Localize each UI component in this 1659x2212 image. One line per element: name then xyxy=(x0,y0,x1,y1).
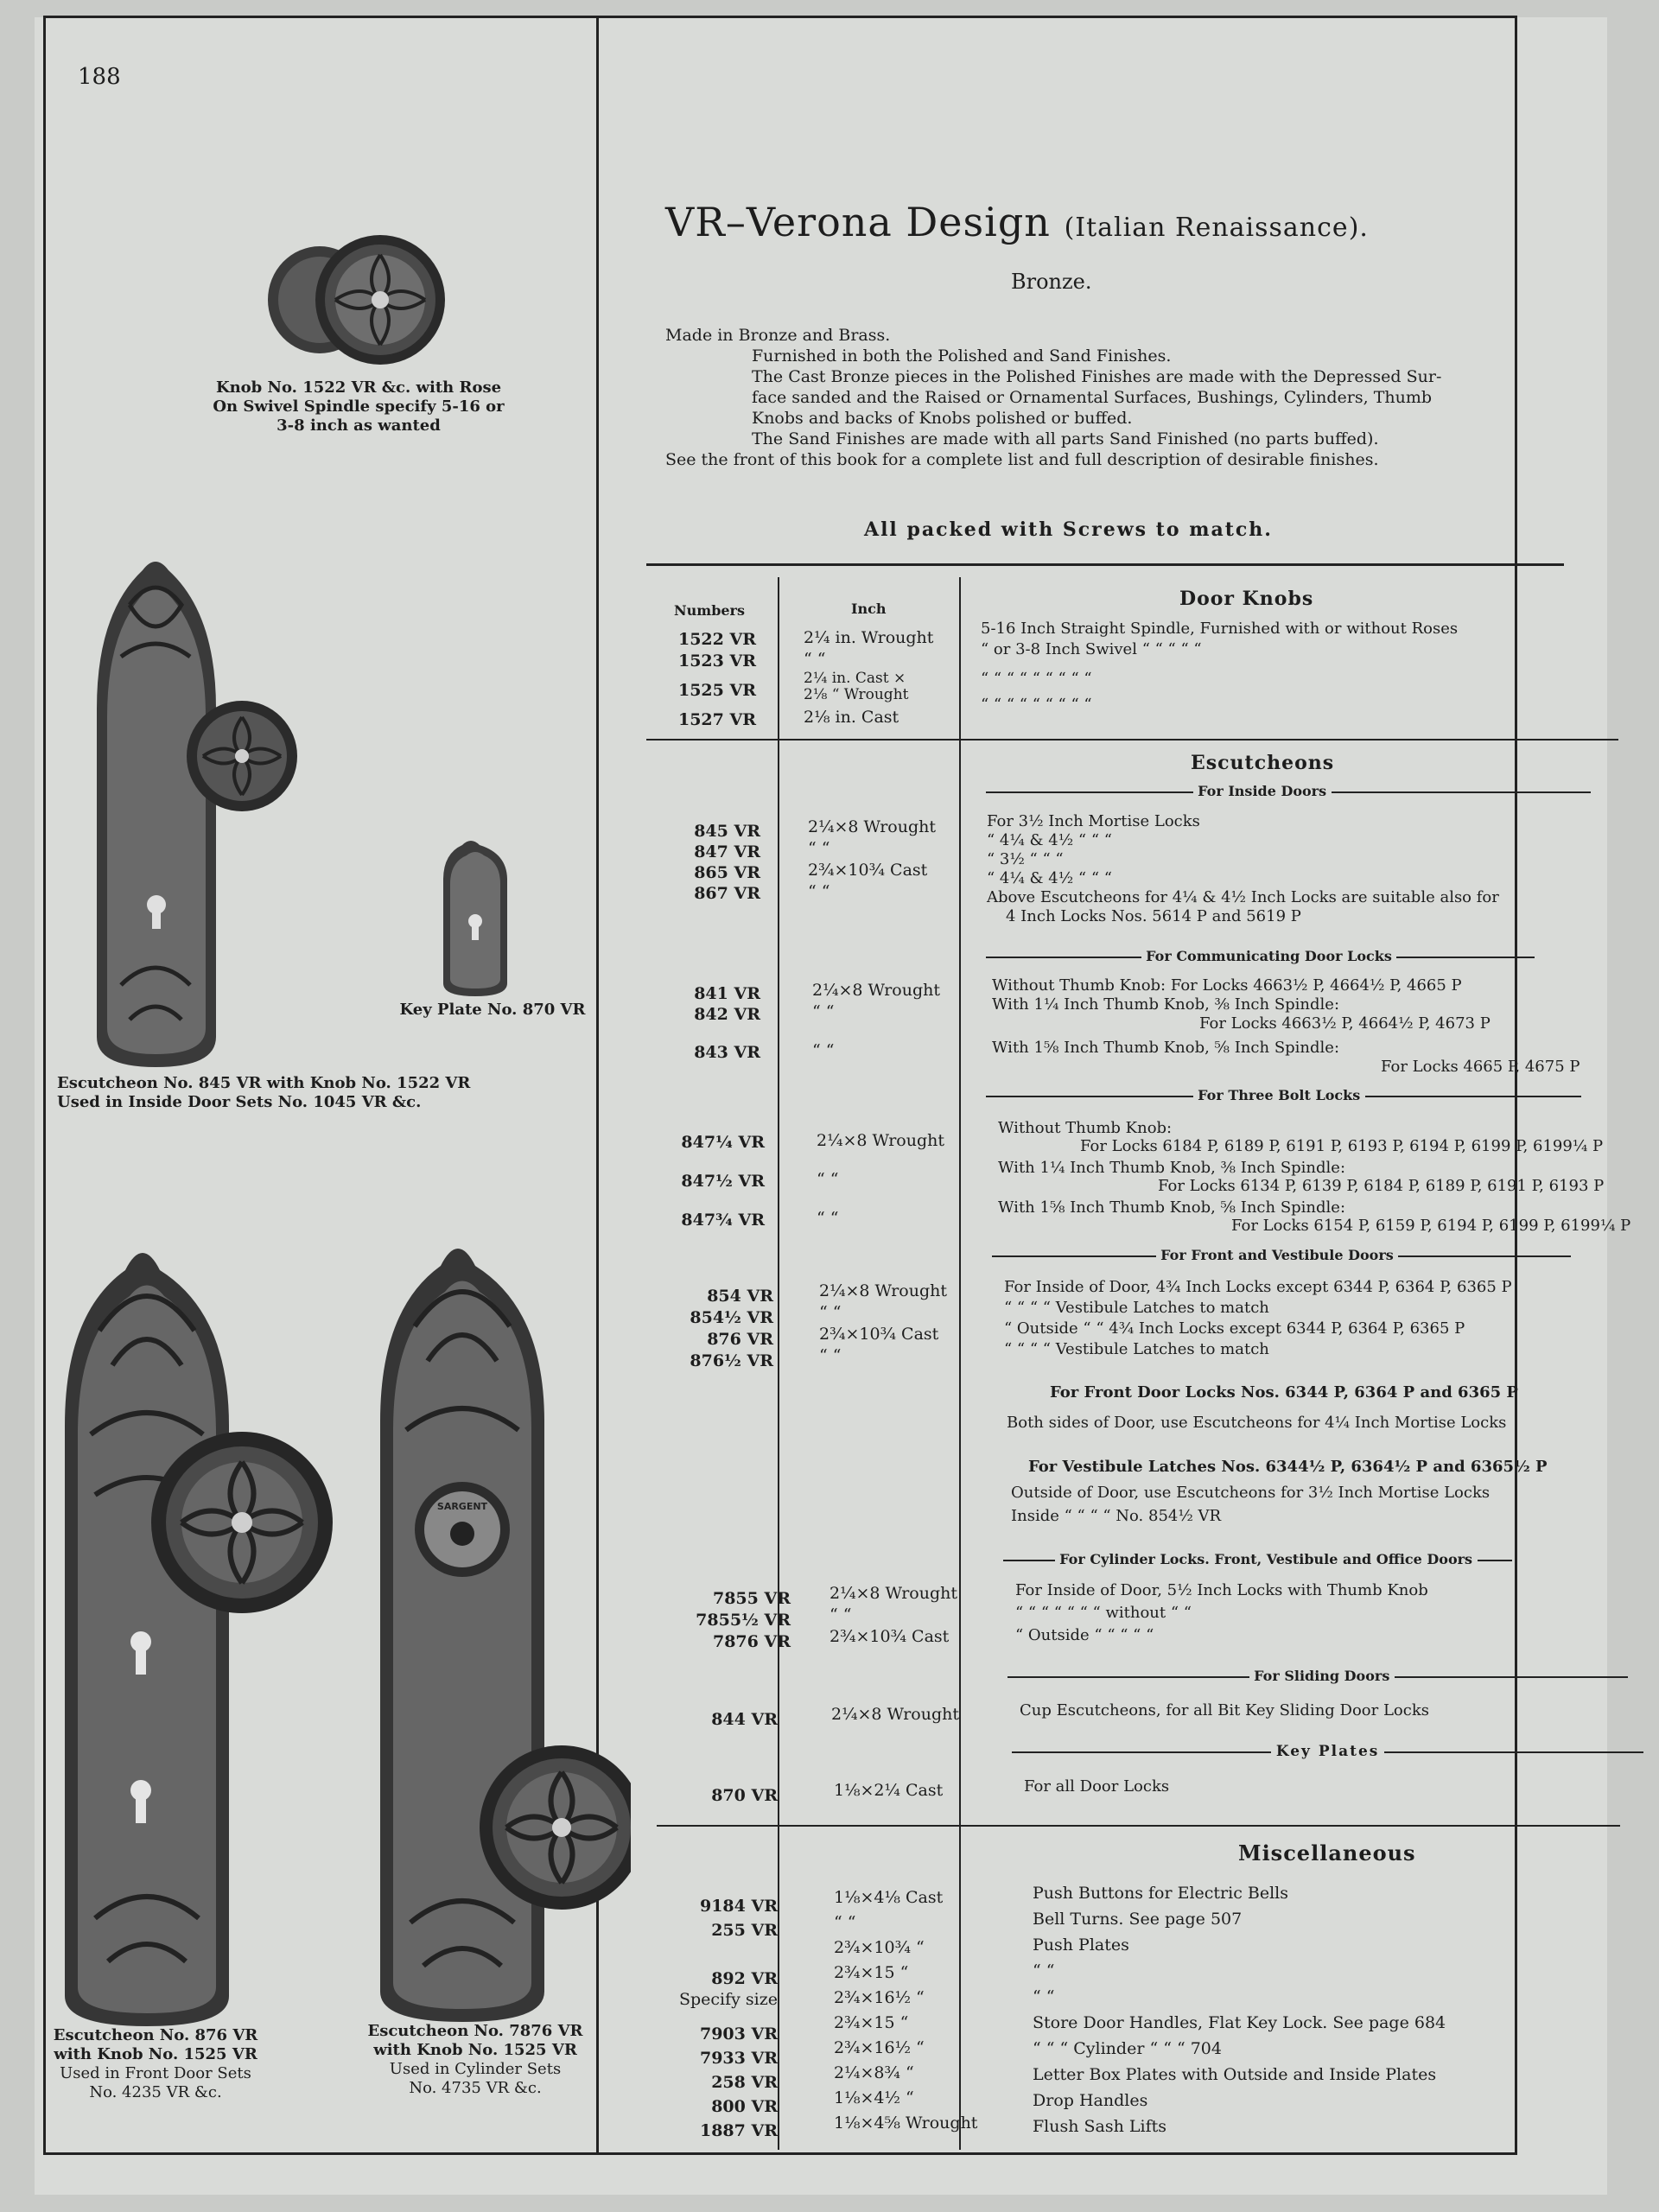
three-bolt-inch: 2¼×8 Wrought “ “ “ “ xyxy=(817,1131,945,1228)
door-knobs-inch: 2¼ in. Wrought “ “ 2¼ in. Cast × 2⅛ “ Wrought 2⅛ in. Cast xyxy=(804,628,934,727)
escutcheon-845-illustration xyxy=(86,553,302,1071)
key-plate-caption: Key Plate No. 870 VR xyxy=(399,1001,586,1019)
misc-numbers: 9184 VR 255 VR 892 VR Specify size 7903 VR 7933 VR 258 VR 800 VR 1887 VR xyxy=(678,1897,778,2140)
table-top-rule xyxy=(646,563,1564,566)
key-plates-desc: For all Door Locks xyxy=(1024,1777,1170,1796)
vestibule-note-b: Inside “ “ “ “ No. 854½ VR xyxy=(1011,1507,1222,1525)
front-vestibule-inch: 2¼×8 Wrought “ “ 2¾×10¾ Cast “ “ xyxy=(819,1281,948,1365)
intro-text: Made in Bronze and Brass. Furnished in both the Polished and Sand Finishes. The Cast Bronze pieces in the Polished Finishes are made with the Depressed Sur- face sanded and the Raised or Ornamental Surfaces, Bushings, Cylinders, Thumb Knobs and backs of Knobs polished or buffed. The Sand Finishes are made with all parts Sand Finished (no parts buffed). See the front of this book for a complete list and full description of desirable finishes. xyxy=(665,326,1442,469)
escutcheon-7876-caption: Escutcheon No. 7876 VR with Knob No. 1525 VR Used in Cylinder Sets No. 4735 VR &c. xyxy=(367,2022,583,2097)
subhead-sliding: For Sliding Doors xyxy=(1002,1668,1633,1684)
col-header-inch: Inch xyxy=(851,601,887,617)
front-door-note: Both sides of Door, use Escutcheons for 4¼ Inch Mortise Locks xyxy=(1007,1414,1507,1432)
inside-inch: 2¼×8 Wrought “ “ 2¾×10¾ Cast “ “ xyxy=(808,817,937,901)
communicating-desc: Without Thumb Knob: For Locks 4663½ P, 4664½ P, 4665 P With 1¼ Inch Thumb Knob, ⅜ Inch Spindle: For Locks 4663½ P, 4664½ P, 4673 P With 1⅝ Inch Thumb Knob, ⅝ Inch Spindle: For Locks 4665 P, 4675 P xyxy=(992,976,1580,1076)
door-knobs-heading: Door Knobs xyxy=(1179,588,1314,610)
inside-desc: For 3½ Inch Mortise Locks “ 4¼ & 4½ “ “ “ “ 3½ “ “ “ “ 4¼ & 4½ “ “ “ Above Escutcheons for 4¼ & 4½ Inch Locks are suitable also for 4 Inch Locks Nos. 5614 P and 5619 P xyxy=(987,812,1499,925)
front-vestibule-desc: For Inside of Door, 4¾ Inch Locks except 6344 P, 6364 P, 6365 P “ “ “ “ Vestibule Latches to match “ Outside “ “ 4¾ Inch Locks except 6344 P, 6364 P, 6365 P “ “ “ “ Vestibule Latches to match xyxy=(1004,1278,1512,1358)
sliding-desc: Cup Escutcheons, for all Bit Key Sliding Door Locks xyxy=(1020,1701,1429,1719)
material-subtitle: Bronze. xyxy=(1011,270,1092,294)
door-knobs-numbers: 1522 VR 1523 VR 1525 VR 1527 VR xyxy=(677,630,756,729)
cylinder-brand-label: SARGENT xyxy=(436,1501,488,1512)
table-rule-misc xyxy=(657,1825,1620,1827)
communicating-inch: 2¼×8 Wrought “ “ “ “ xyxy=(812,981,941,1060)
vestibule-note-a: Outside of Door, use Escutcheons for 3½ Inch Mortise Locks xyxy=(1011,1484,1491,1502)
key-plate-870-illustration xyxy=(436,836,514,1001)
col-header-numbers: Numbers xyxy=(674,602,745,619)
door-knobs-desc: 5-16 Inch Straight Spindle, Furnished with or without Roses “ or 3-8 Inch Swivel “ “ “ “ “ “ “ “ “ “ “ “ “ “ “ “ “ “ “ “ “ “ “ xyxy=(981,620,1459,714)
three-bolt-desc: Without Thumb Knob: For Locks 6184 P, 6189 P, 6191 P, 6193 P, 6194 P, 6199 P, 6199¼ P With 1¼ Inch Thumb Knob, ⅜ Inch Spindle: For Locks 6134 P, 6139 P, 6184 P, 6189 P, 6191 P, 6193 P With 1⅝ Inch Thumb Knob, ⅝ Inch Spindle: For Locks 6154 P, 6159 P, 6194 P, 6199 P, 6199¼ P xyxy=(998,1119,1631,1235)
escutcheons-heading: Escutcheons xyxy=(1191,752,1335,774)
inside-numbers: 845 VR 847 VR 865 VR 867 VR xyxy=(694,822,760,903)
title-paren: (Italian Renaissance). xyxy=(1064,213,1369,243)
title-main: VR–Verona Design xyxy=(665,199,1051,245)
packed-note: All packed with Screws to match. xyxy=(864,518,1273,541)
subhead-cylinder: For Cylinder Locks. Front, Vestibule and Office Doors xyxy=(998,1551,1516,1567)
knob-illustration xyxy=(251,220,467,376)
page-title xyxy=(665,199,1369,245)
escutcheon-876-illustration xyxy=(48,1236,333,2031)
misc-desc: Push Buttons for Electric Bells Bell Turns. See page 507 Push Plates “ “ “ “ Store Door Handles, Flat Key Lock. See page 684 “ “ “ Cylinder “ “ “ 704 Letter Box Plates with Outside and Inside Plates Drop Handles Flush Sash Lifts xyxy=(1033,1884,1446,2136)
subhead-communicating: For Communicating Door Locks xyxy=(981,948,1540,964)
cylinder-desc: For Inside of Door, 5½ Inch Locks with Thumb Knob “ “ “ “ “ “ “ without “ “ “ Outside “ “ “ “ “ xyxy=(1015,1581,1428,1644)
cylinder-numbers: 7855 VR 7855½ VR 7876 VR xyxy=(696,1589,791,1651)
subhead-front-vestibule: For Front and Vestibule Doors xyxy=(987,1247,1576,1263)
escutcheon-876-caption: Escutcheon No. 876 VR with Knob No. 1525 VR Used in Front Door Sets No. 4235 VR &c. xyxy=(53,2026,258,2101)
front-vestibule-numbers: 854 VR 854½ VR 876 VR 876½ VR xyxy=(690,1287,773,1370)
table-vrule-1 xyxy=(778,577,779,2150)
subhead-inside-doors: For Inside Doors xyxy=(981,783,1595,799)
escutcheon-845-caption: Escutcheon No. 845 VR with Knob No. 1522 VR Used in Inside Door Sets No. 1045 VR &c. xyxy=(57,1074,471,1111)
three-bolt-numbers: 847¼ VR 847½ VR 847¾ VR xyxy=(681,1133,765,1230)
escutcheon-7876-illustration xyxy=(363,1231,631,2026)
key-plates-numbers: 870 VR xyxy=(711,1786,778,1805)
key-plates-inch: 1⅛×2¼ Cast xyxy=(834,1781,944,1800)
sliding-inch: 2¼×8 Wrought xyxy=(831,1705,960,1724)
communicating-numbers: 841 VR 842 VR 843 VR xyxy=(694,984,760,1062)
misc-inch: 1⅛×4⅛ Cast “ “ 2¾×10¾ “ 2¾×15 “ 2¾×16½ “ 2¾×15 “ 2¾×16½ “ 2¼×8¾ “ 1⅛×4½ “ 1⅛×4⅝ Wrought xyxy=(834,1888,978,2133)
knob-caption: Knob No. 1522 VR &c. with Rose On Swivel Spindle specify 5-16 or 3-8 inch as wanted xyxy=(213,378,505,435)
subhead-three-bolt: For Three Bolt Locks xyxy=(981,1087,1586,1103)
table-rule-knobs xyxy=(646,739,1618,741)
page-number: 188 xyxy=(78,64,121,90)
cylinder-inch: 2¼×8 Wrought “ “ 2¾×10¾ Cast xyxy=(830,1584,958,1646)
miscellaneous-heading: Miscellaneous xyxy=(1238,1840,1416,1866)
front-door-note-head: For Front Door Locks Nos. 6344 P, 6364 P and 6365 P xyxy=(1050,1383,1518,1402)
subhead-key-plates: Key Plates xyxy=(1007,1743,1649,1760)
sliding-numbers: 844 VR xyxy=(711,1710,778,1729)
vestibule-note-head: For Vestibule Latches Nos. 6344½ P, 6364½ P and 6365½ P xyxy=(1028,1458,1548,1476)
